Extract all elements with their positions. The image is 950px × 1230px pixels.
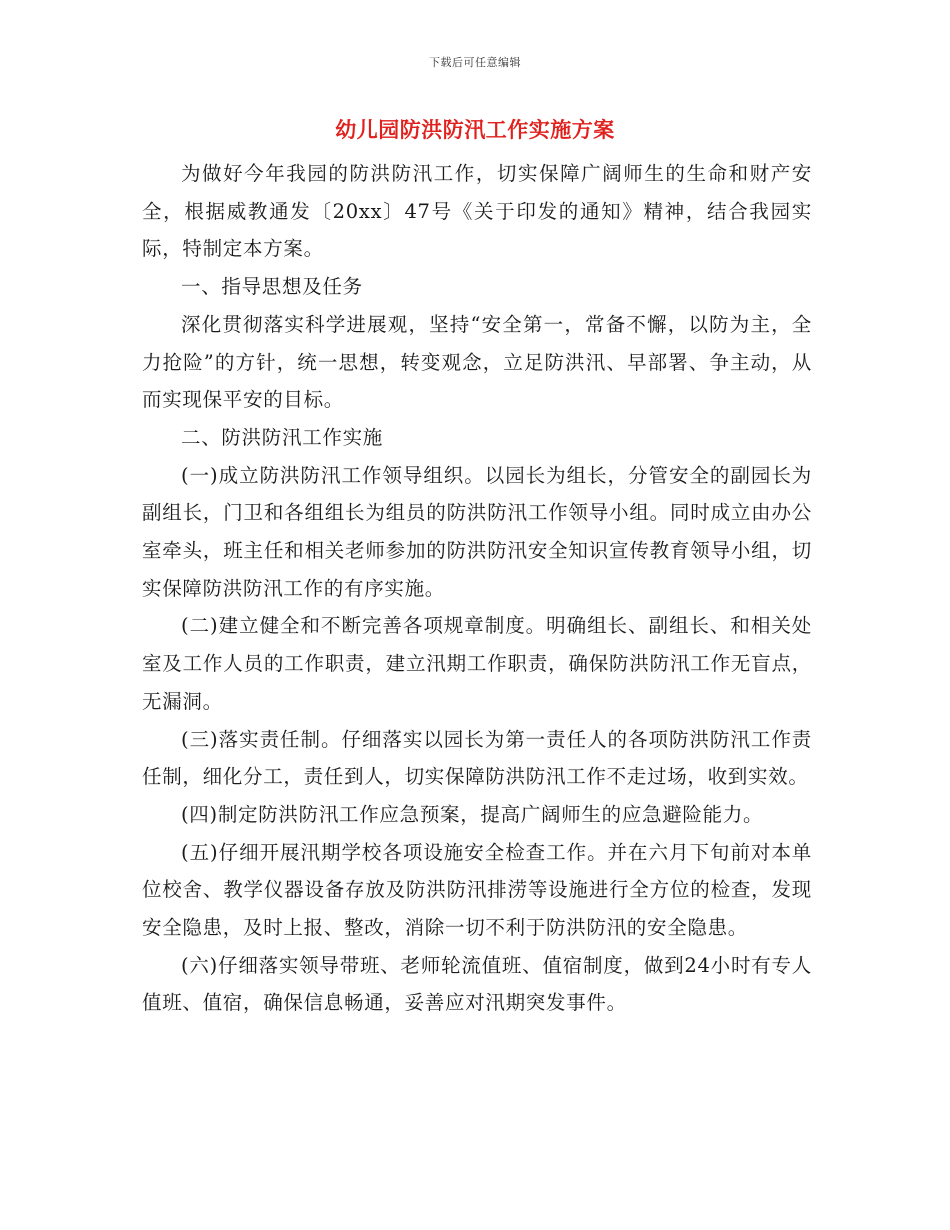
guiding-ideology-paragraph: 深化贯彻落实科学进展观，坚持“安全第一，常备不懈，以防为主，全力抢险”的方针，统一思想，转变观念，立足防洪汛、早部署、争主动，从而实现保平安的目标。 [142, 312, 812, 412]
item-3-responsibility: (三)落实责任制。仔细落实以园长为第一责任人的各项防洪防汛工作责任制，细化分工，责任到人，切实保障防洪防汛工作不走过场，收到实效。 [142, 727, 812, 789]
item-2-rules-system: (二)建立健全和不断完善各项规章制度。明确组长、副组长、和相关处室及工作人员的工作职责，建立汛期工作职责，确保防洪防汛工作无盲点，无漏洞。 [142, 614, 812, 713]
item-6-duty-system: (六)仔细落实领导带班、老师轮流值班、值宿制度，做到24小时有专人值班、值宿，确保信息畅通，妥善应对汛期突发事件。 [142, 953, 812, 1015]
intro-paragraph: 为做好今年我园的防洪防汛工作，切实保障广阔师生的生命和财产安全，根据威教通发〔20xx〕47号《关于印发的通知》精神，结合我园实际，特制定本方案。 [142, 162, 812, 261]
section-heading-guiding-ideology: 一、指导思想及任务 [181, 275, 363, 299]
item-5-safety-inspection: (五)仔细开展汛期学校各项设施安全检查工作。并在六月下旬前对本单位校舍、教学仪器设备存放及防洪防汛排涝等设施进行全方位的检查，发现安全隐患，及时上报、整改，消除一切不利于防洪防汛的安全隐患。 [142, 840, 812, 940]
document-title: 幼儿园防洪防汛工作实施方案 [335, 117, 615, 142]
header-note: 下载后可任意编辑 [429, 56, 521, 69]
item-4-emergency-plan: (四)制定防洪防汛工作应急预案，提高广阔师生的应急避险能力。 [181, 802, 764, 826]
document-body [142, 155, 812, 1022]
section-heading-implementation: 二、防洪防汛工作实施 [181, 425, 384, 449]
item-1-leadership-organization: (一)成立防洪防汛工作领导组织。以园长为组长，分管安全的副园长为副组长，门卫和各组组长为组员的防洪防汛工作领导小组。同时成立由办公室牵头，班主任和相关老师参加的防洪防汛安全知识宣传教育领导小组，切实保障防洪防汛工作的有序实施。 [142, 463, 812, 600]
